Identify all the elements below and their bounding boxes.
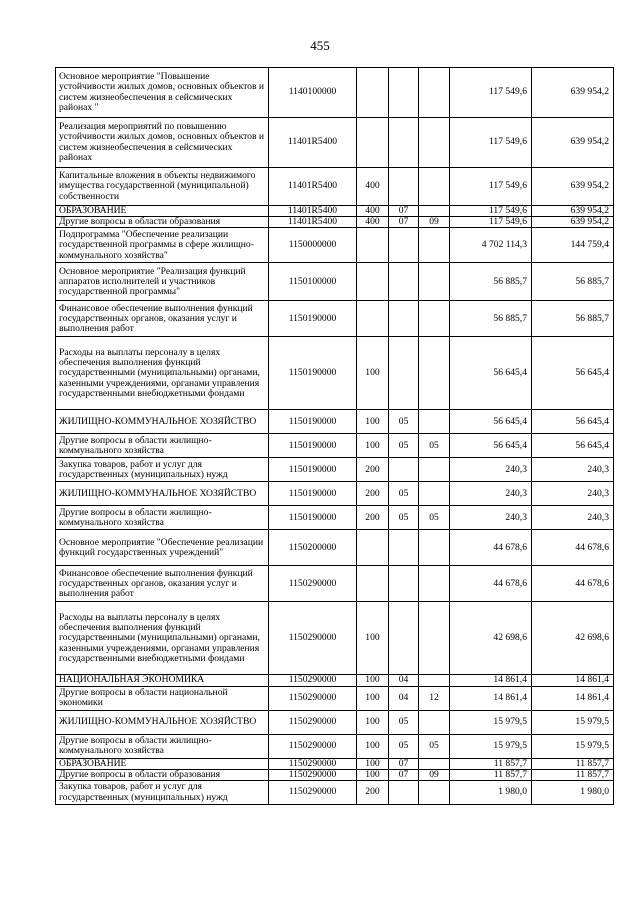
table-row bbox=[56, 566, 614, 602]
cell-code: 1150290000 bbox=[269, 769, 357, 780]
cell-pr: 12 bbox=[419, 686, 450, 710]
cell-sum2: 11 857,7 bbox=[532, 758, 614, 769]
cell-vr: 100 bbox=[357, 410, 389, 434]
cell-name: Другие вопросы в области национальной экономики bbox=[56, 686, 269, 710]
cell-sum2: 56 645,4 bbox=[532, 337, 614, 410]
cell-vr: 100 bbox=[357, 434, 389, 458]
cell-pr bbox=[419, 68, 450, 118]
cell-vr: 100 bbox=[357, 337, 389, 410]
cell-vr: 100 bbox=[357, 758, 389, 769]
cell-name: Другие вопросы в области жилищно-коммунального хозяйства bbox=[56, 434, 269, 458]
cell-pr bbox=[419, 602, 450, 675]
cell-rz bbox=[389, 530, 419, 566]
cell-rz bbox=[389, 337, 419, 410]
cell-pr bbox=[419, 118, 450, 168]
cell-sum2: 639 954,2 bbox=[532, 217, 614, 228]
cell-rz bbox=[389, 263, 419, 301]
cell-vr bbox=[357, 530, 389, 566]
cell-name: Капитальные вложения в объекты недвижимого имущества государственной (муниципальной) собственности bbox=[56, 168, 269, 206]
cell-pr bbox=[419, 482, 450, 506]
cell-vr: 100 bbox=[357, 602, 389, 675]
cell-sum2: 56 645,4 bbox=[532, 410, 614, 434]
cell-sum2: 240,3 bbox=[532, 506, 614, 530]
table-row bbox=[56, 482, 614, 506]
cell-sum1: 44 678,6 bbox=[450, 566, 532, 602]
cell-name: ЖИЛИЩНО-КОММУНАЛЬНОЕ ХОЗЯЙСТВО bbox=[56, 710, 269, 734]
cell-rz: 07 bbox=[389, 769, 419, 780]
cell-vr: 400 bbox=[357, 168, 389, 206]
cell-pr bbox=[419, 337, 450, 410]
cell-code: 1150190000 bbox=[269, 458, 357, 482]
cell-sum1: 11 857,7 bbox=[450, 758, 532, 769]
cell-sum1: 15 979,5 bbox=[450, 734, 532, 758]
table-row bbox=[56, 758, 614, 769]
cell-code: 1150000000 bbox=[269, 228, 357, 263]
cell-name: Основное мероприятие "Повышение устойчивости жилых домов, основных объектов и систем жизнеобеспечения в сейсмических районах " bbox=[56, 68, 269, 118]
cell-sum1: 42 698,6 bbox=[450, 602, 532, 675]
cell-name: Закупка товаров, работ и услуг для государственных (муниципальных) нужд bbox=[56, 458, 269, 482]
cell-pr bbox=[419, 758, 450, 769]
cell-sum1: 4 702 114,3 bbox=[450, 228, 532, 263]
cell-sum2: 42 698,6 bbox=[532, 602, 614, 675]
cell-name: Другие вопросы в области образования bbox=[56, 217, 269, 228]
cell-sum1: 56 885,7 bbox=[450, 263, 532, 301]
cell-pr bbox=[419, 206, 450, 217]
cell-code: 1150290000 bbox=[269, 675, 357, 686]
table-row bbox=[56, 228, 614, 263]
cell-rz bbox=[389, 566, 419, 602]
table-row bbox=[56, 458, 614, 482]
cell-rz: 05 bbox=[389, 710, 419, 734]
cell-name: Закупка товаров, работ и услуг для государственных (муниципальных) нужд bbox=[56, 781, 269, 805]
table-row bbox=[56, 68, 614, 118]
cell-vr: 100 bbox=[357, 734, 389, 758]
table-row bbox=[56, 769, 614, 780]
cell-pr bbox=[419, 675, 450, 686]
table-row bbox=[56, 602, 614, 675]
cell-name: Реализация мероприятий по повышению устойчивости жилых домов, основных объектов и систем жизнеобеспечения в сейсмических районах bbox=[56, 118, 269, 168]
cell-vr: 200 bbox=[357, 458, 389, 482]
cell-rz: 05 bbox=[389, 434, 419, 458]
cell-rz bbox=[389, 602, 419, 675]
cell-name: Финансовое обеспечение выполнения функций государственных органов, оказания услуг и выполнения работ bbox=[56, 566, 269, 602]
cell-vr: 200 bbox=[357, 482, 389, 506]
cell-sum2: 56 645,4 bbox=[532, 434, 614, 458]
cell-sum2: 56 885,7 bbox=[532, 263, 614, 301]
cell-sum1: 15 979,5 bbox=[450, 710, 532, 734]
cell-name: Расходы на выплаты персоналу в целях обеспечения выполнения функций государственными (муниципальными) органами, казенными учреждениями, органами управления государственными внебюджетными фондами bbox=[56, 337, 269, 410]
cell-rz: 05 bbox=[389, 482, 419, 506]
cell-vr: 400 bbox=[357, 217, 389, 228]
cell-vr: 200 bbox=[357, 781, 389, 805]
cell-sum1: 14 861,4 bbox=[450, 675, 532, 686]
cell-pr: 09 bbox=[419, 769, 450, 780]
cell-rz: 04 bbox=[389, 686, 419, 710]
cell-pr bbox=[419, 168, 450, 206]
table-row bbox=[56, 217, 614, 228]
cell-sum2: 240,3 bbox=[532, 458, 614, 482]
cell-code: 11401R5400 bbox=[269, 118, 357, 168]
cell-vr: 100 bbox=[357, 675, 389, 686]
cell-rz: 05 bbox=[389, 410, 419, 434]
cell-rz: 04 bbox=[389, 675, 419, 686]
cell-pr: 05 bbox=[419, 506, 450, 530]
cell-rz: 05 bbox=[389, 506, 419, 530]
table-row bbox=[56, 206, 614, 217]
cell-vr: 200 bbox=[357, 506, 389, 530]
cell-rz bbox=[389, 168, 419, 206]
cell-vr: 100 bbox=[357, 686, 389, 710]
cell-code: 1150190000 bbox=[269, 410, 357, 434]
cell-sum2: 15 979,5 bbox=[532, 710, 614, 734]
cell-sum1: 240,3 bbox=[450, 458, 532, 482]
cell-code: 1150190000 bbox=[269, 506, 357, 530]
cell-sum2: 44 678,6 bbox=[532, 530, 614, 566]
cell-code: 1150290000 bbox=[269, 710, 357, 734]
cell-sum1: 56 645,4 bbox=[450, 434, 532, 458]
cell-sum1: 1 980,0 bbox=[450, 781, 532, 805]
cell-code: 1150190000 bbox=[269, 301, 357, 337]
cell-code: 1150290000 bbox=[269, 781, 357, 805]
cell-code: 1150190000 bbox=[269, 337, 357, 410]
cell-rz bbox=[389, 68, 419, 118]
cell-rz bbox=[389, 458, 419, 482]
cell-vr: 100 bbox=[357, 769, 389, 780]
cell-rz: 05 bbox=[389, 734, 419, 758]
cell-pr: 09 bbox=[419, 217, 450, 228]
cell-vr bbox=[357, 68, 389, 118]
cell-pr bbox=[419, 530, 450, 566]
cell-code: 1140100000 bbox=[269, 68, 357, 118]
table-row bbox=[56, 686, 614, 710]
cell-name: Подпрограмма "Обеспечение реализации государственной программы в сфере жилищно-коммунального хозяйства" bbox=[56, 228, 269, 263]
cell-name: Основное мероприятие "Реализация функций аппаратов исполнителей и участников государственной программы" bbox=[56, 263, 269, 301]
table-row bbox=[56, 168, 614, 206]
cell-sum1: 117 549,6 bbox=[450, 206, 532, 217]
cell-rz bbox=[389, 301, 419, 337]
cell-code: 1150290000 bbox=[269, 602, 357, 675]
cell-pr: 05 bbox=[419, 734, 450, 758]
cell-sum2: 639 954,2 bbox=[532, 68, 614, 118]
cell-rz: 07 bbox=[389, 217, 419, 228]
cell-sum2: 639 954,2 bbox=[532, 118, 614, 168]
cell-sum2: 639 954,2 bbox=[532, 206, 614, 217]
cell-name: Финансовое обеспечение выполнения функций государственных органов, оказания услуг и выполнения работ bbox=[56, 301, 269, 337]
cell-code: 1150200000 bbox=[269, 530, 357, 566]
cell-pr bbox=[419, 301, 450, 337]
cell-pr bbox=[419, 228, 450, 263]
cell-pr bbox=[419, 710, 450, 734]
cell-code: 1150290000 bbox=[269, 734, 357, 758]
cell-sum2: 11 857,7 bbox=[532, 769, 614, 780]
cell-sum1: 117 549,6 bbox=[450, 168, 532, 206]
table-row bbox=[56, 710, 614, 734]
cell-pr bbox=[419, 781, 450, 805]
cell-sum2: 639 954,2 bbox=[532, 168, 614, 206]
page-number: 455 bbox=[310, 38, 330, 53]
cell-name: Расходы на выплаты персоналу в целях обеспечения выполнения функций государственными (муниципальными) органами, казенными учреждениями, органами управления государственными внебюджетными фондами bbox=[56, 602, 269, 675]
cell-rz bbox=[389, 781, 419, 805]
cell-pr bbox=[419, 410, 450, 434]
cell-code: 1150190000 bbox=[269, 434, 357, 458]
table-row bbox=[56, 337, 614, 410]
cell-rz: 07 bbox=[389, 758, 419, 769]
cell-sum1: 117 549,6 bbox=[450, 68, 532, 118]
cell-rz: 07 bbox=[389, 206, 419, 217]
cell-sum2: 14 861,4 bbox=[532, 675, 614, 686]
cell-sum1: 56 645,4 bbox=[450, 410, 532, 434]
cell-sum2: 15 979,5 bbox=[532, 734, 614, 758]
cell-name: ОБРАЗОВАНИЕ bbox=[56, 758, 269, 769]
cell-code: 1150290000 bbox=[269, 686, 357, 710]
cell-code: 11401R5400 bbox=[269, 217, 357, 228]
cell-vr bbox=[357, 566, 389, 602]
cell-vr bbox=[357, 118, 389, 168]
cell-code: 1150190000 bbox=[269, 482, 357, 506]
cell-rz bbox=[389, 118, 419, 168]
cell-sum1: 56 645,4 bbox=[450, 337, 532, 410]
cell-name: НАЦИОНАЛЬНАЯ ЭКОНОМИКА bbox=[56, 675, 269, 686]
cell-sum2: 56 885,7 bbox=[532, 301, 614, 337]
budget-table bbox=[55, 67, 614, 805]
table-row bbox=[56, 506, 614, 530]
cell-code: 1150290000 bbox=[269, 566, 357, 602]
cell-sum1: 44 678,6 bbox=[450, 530, 532, 566]
table-row bbox=[56, 781, 614, 805]
cell-pr bbox=[419, 566, 450, 602]
cell-sum1: 117 549,6 bbox=[450, 118, 532, 168]
table-row bbox=[56, 410, 614, 434]
table-row bbox=[56, 263, 614, 301]
cell-pr: 05 bbox=[419, 434, 450, 458]
cell-sum2: 14 861,4 bbox=[532, 686, 614, 710]
table-row bbox=[56, 675, 614, 686]
cell-name: Другие вопросы в области жилищно-коммунального хозяйства bbox=[56, 506, 269, 530]
table-row bbox=[56, 734, 614, 758]
table-row bbox=[56, 530, 614, 566]
cell-vr bbox=[357, 228, 389, 263]
cell-vr bbox=[357, 301, 389, 337]
cell-vr: 400 bbox=[357, 206, 389, 217]
cell-name: Основное мероприятие "Обеспечение реализации функций государственных учреждений" bbox=[56, 530, 269, 566]
cell-sum1: 117 549,6 bbox=[450, 217, 532, 228]
cell-sum2: 1 980,0 bbox=[532, 781, 614, 805]
cell-rz bbox=[389, 228, 419, 263]
cell-code: 11401R5400 bbox=[269, 206, 357, 217]
cell-name: Другие вопросы в области образования bbox=[56, 769, 269, 780]
cell-sum1: 240,3 bbox=[450, 482, 532, 506]
cell-sum2: 144 759,4 bbox=[532, 228, 614, 263]
cell-sum2: 240,3 bbox=[532, 482, 614, 506]
cell-code: 1150100000 bbox=[269, 263, 357, 301]
cell-code: 1150290000 bbox=[269, 758, 357, 769]
cell-name: ОБРАЗОВАНИЕ bbox=[56, 206, 269, 217]
cell-name: Другие вопросы в области жилищно-коммунального хозяйства bbox=[56, 734, 269, 758]
cell-pr bbox=[419, 458, 450, 482]
cell-vr: 100 bbox=[357, 710, 389, 734]
table-row bbox=[56, 301, 614, 337]
cell-sum1: 11 857,7 bbox=[450, 769, 532, 780]
cell-sum1: 14 861,4 bbox=[450, 686, 532, 710]
cell-name: ЖИЛИЩНО-КОММУНАЛЬНОЕ ХОЗЯЙСТВО bbox=[56, 410, 269, 434]
cell-sum1: 240,3 bbox=[450, 506, 532, 530]
cell-code: 11401R5400 bbox=[269, 168, 357, 206]
table-row bbox=[56, 118, 614, 168]
cell-sum1: 56 885,7 bbox=[450, 301, 532, 337]
cell-sum2: 44 678,6 bbox=[532, 566, 614, 602]
budget-table-body bbox=[56, 68, 614, 805]
table-row bbox=[56, 434, 614, 458]
cell-pr bbox=[419, 263, 450, 301]
cell-name: ЖИЛИЩНО-КОММУНАЛЬНОЕ ХОЗЯЙСТВО bbox=[56, 482, 269, 506]
cell-vr bbox=[357, 263, 389, 301]
